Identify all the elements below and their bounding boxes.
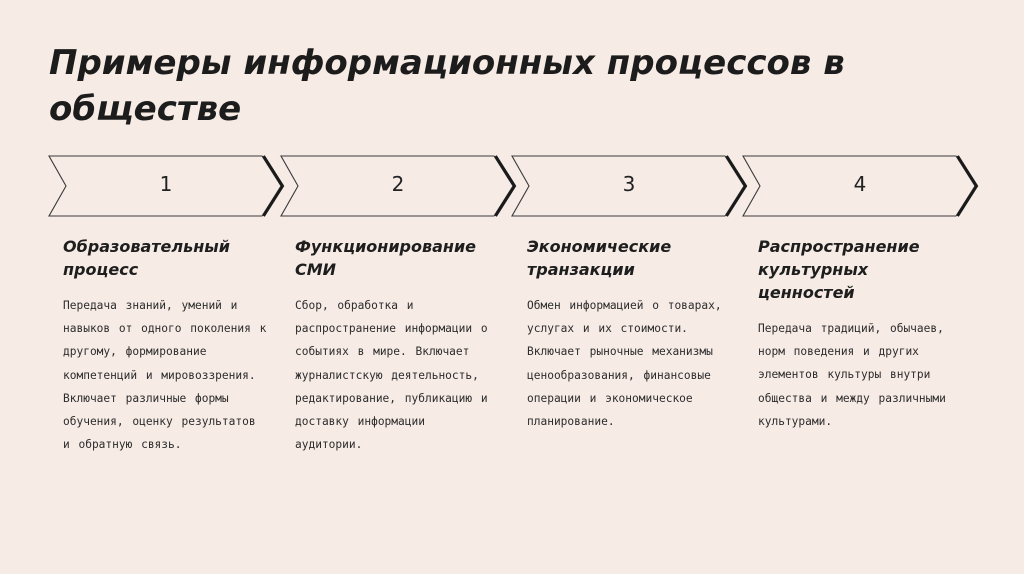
step-chevron-1 (48, 155, 284, 217)
step-heading: Экономические транзакции (527, 237, 672, 279)
step-chevron-4 (742, 155, 978, 217)
step-chevron-3 (511, 155, 747, 217)
step-column-3 (527, 235, 732, 433)
step-column-1 (63, 235, 268, 456)
step-column-4 (758, 235, 963, 433)
step-number: 2 (391, 172, 405, 196)
step-chevron-2 (280, 155, 516, 217)
step-column-2 (295, 235, 500, 456)
step-heading: Функционирование СМИ (295, 237, 477, 279)
step-heading: Распространение культурных ценностей (758, 237, 920, 302)
step-description: Передача традиций, обычаев, норм поведения и других элементов культуры внутри общества и между различными культурами. (758, 322, 946, 428)
step-description: Сбор, обработка и распространение информации о событиях в мире. Включает журналистскую деятельность, редактирование, публикацию и доставку информации аудитории. (295, 299, 488, 452)
step-number: 1 (159, 172, 173, 196)
step-description: Передача знаний, умений и навыков от одного поколения к другому, формирование компетенций и мировоззрения. Включает различные формы обучения, оценку результатов и обратную связь. (63, 299, 267, 452)
step-number: 4 (853, 172, 867, 196)
step-description: Обмен информацией о товарах, услугах и их стоимости. Включает рыночные механизмы ценообразования, финансовые операции и экономическое планирование. (527, 299, 722, 429)
step-number: 3 (622, 172, 636, 196)
slide-title: Примеры информационных процессов в обществе (49, 43, 845, 129)
step-heading: Образовательный процесс (63, 237, 230, 279)
process-steps (48, 155, 978, 217)
